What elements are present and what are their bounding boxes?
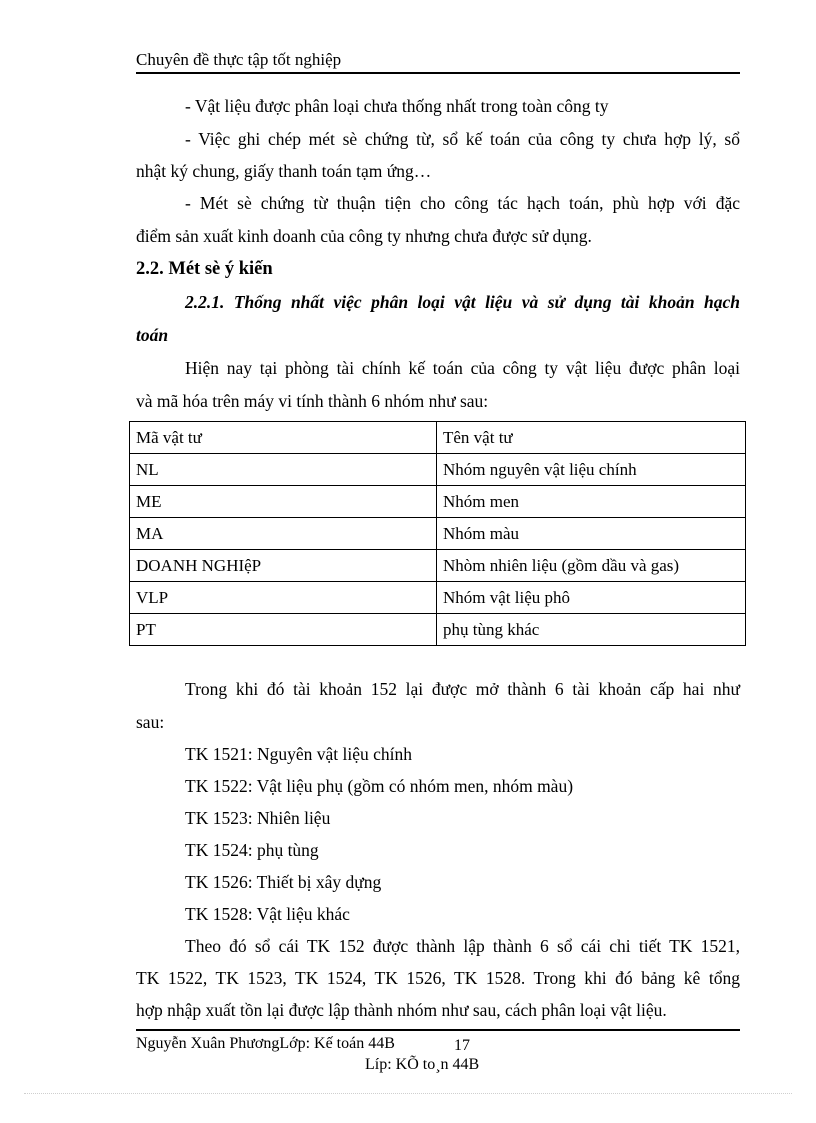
para-2-line-2: sau: <box>136 712 165 732</box>
section-heading: 2.2. Mét sè ý kiến <box>136 259 273 279</box>
table-cell-code: PT <box>130 614 437 646</box>
para-3-line-2: TK 1522, TK 1523, TK 1524, TK 1526, TK 1528. Trong khi đó bảng kê tổng <box>136 968 740 988</box>
account-item: TK 1528: Vật liệu khác <box>185 904 350 924</box>
page-header <box>136 49 740 74</box>
table-row <box>130 518 746 550</box>
material-code-table <box>129 421 746 646</box>
bullet-2-line-1: - Việc ghi chép mét sè chứng từ, sổ kế toán của công ty chưa hợp lý, sổ <box>185 129 740 149</box>
account-item: TK 1522: Vật liệu phụ (gồm có nhóm men, nhóm màu) <box>185 776 574 796</box>
table-cell-code: MA <box>130 518 437 550</box>
table-cell-name: Nhòm nhiên liệu (gồm dầu và gas) <box>437 550 746 582</box>
bullet-3-line-2: điểm sản xuất kinh doanh của công ty nhưng chưa được sử dụng. <box>136 226 592 246</box>
bullet-1: - Vật liệu được phân loại chưa thống nhất trong toàn công ty <box>185 96 609 116</box>
account-item: TK 1521: Nguyên vật liệu chính <box>185 744 412 764</box>
table-row <box>130 550 746 582</box>
account-item: TK 1524: phụ tùng <box>185 840 319 860</box>
para-3-line-3: hợp nhập xuất tồn lại được lập thành nhóm như sau, cách phân loại vật liệu. <box>136 1000 667 1020</box>
page-bottom-edge <box>24 1093 792 1094</box>
table-row <box>130 486 746 518</box>
table-cell-code: DOANH NGHIệP <box>130 550 437 582</box>
table-header-cell: Mã vật tư <box>130 422 437 454</box>
table-cell-code: ME <box>130 486 437 518</box>
footer-class-label: Líp: KÕ to¸n 44B <box>365 1056 480 1073</box>
table-row <box>130 454 746 486</box>
subsection-heading-line-1: 2.2.1. Thống nhất việc phân loại vật liệu và sử dụng tài khoản hạch <box>185 292 740 312</box>
table-row <box>130 614 746 646</box>
intro-line-1: Hiện nay tại phòng tài chính kế toán của công ty vật liệu được phân loại <box>185 358 740 378</box>
account-item: TK 1523: Nhiên liệu <box>185 808 331 828</box>
intro-line-2: và mã hóa trên máy vi tính thành 6 nhóm như sau: <box>136 391 489 411</box>
footer-divider <box>136 1029 740 1031</box>
bullet-2-line-2: nhật ký chung, giấy thanh toán tạm ứng… <box>136 161 432 181</box>
header-title: Chuyên đề thực tập tốt nghiệp <box>136 50 342 69</box>
table-cell-name: Nhóm men <box>437 486 746 518</box>
para-2-line-1: Trong khi đó tài khoản 152 lại được mở thành 6 tài khoản cấp hai như <box>185 679 740 699</box>
table-cell-name: Nhóm màu <box>437 518 746 550</box>
footer-author: Nguyễn Xuân PhươngLớp: Kế toán 44B <box>136 1035 395 1052</box>
bullet-3-line-1: - Mét sè chứng từ thuận tiện cho công tác hạch toán, phù hợp với đặc <box>185 193 740 213</box>
table-cell-code: NL <box>130 454 437 486</box>
table-header-cell: Tên vật tư <box>437 422 746 454</box>
page-number: 17 <box>454 1037 470 1054</box>
account-item: TK 1526: Thiết bị xây dựng <box>185 872 382 892</box>
para-3-line-1: Theo đó sổ cái TK 152 được thành lập thành 6 sổ cái chi tiết TK 1521, <box>185 936 740 956</box>
table-cell-code: VLP <box>130 582 437 614</box>
subsection-heading-line-2: toán <box>136 325 169 345</box>
table-header-row <box>130 422 746 454</box>
table-row <box>130 582 746 614</box>
table-cell-name: Nhóm vật liệu phô <box>437 582 746 614</box>
table-cell-name: phụ tùng khác <box>437 614 746 646</box>
table-cell-name: Nhóm nguyên vật liệu chính <box>437 454 746 486</box>
